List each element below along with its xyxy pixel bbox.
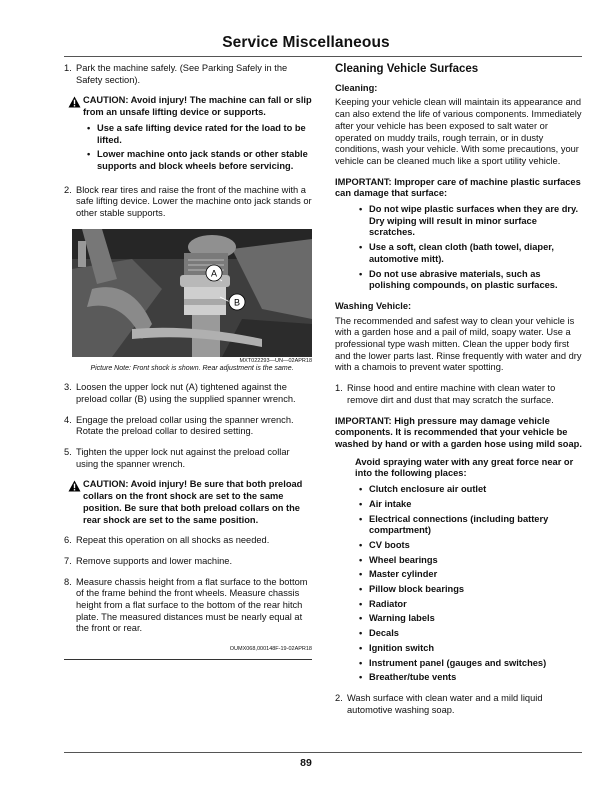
warning-triangle-icon — [68, 95, 83, 175]
step-text: Block rear tires and raise the front of the machine with a safe lifting device. Lower the machine onto jack stands or other stable supports. — [76, 184, 312, 219]
step-8 — [64, 577, 312, 636]
step-text: Repeat this operation on all shocks as needed. — [76, 535, 270, 546]
caution-text: CAUTION: Avoid injury! The machine can fall or slip from an unsafe lifting device or supports. — [83, 95, 312, 118]
left-column — [64, 63, 312, 660]
avoid-spray-item: • Master cylinder — [355, 569, 583, 581]
avoid-spray-item: • Warning labels — [355, 613, 583, 625]
caution-bullet: • Lower machine onto jack stands or other stable supports and block wheels before servicing. — [83, 149, 312, 172]
caution-lifting — [68, 95, 312, 175]
page-number: 89 — [300, 757, 312, 769]
avoid-spray-item: • Ignition switch — [355, 643, 583, 655]
wash-step-2 — [335, 693, 583, 716]
step-text: Wash surface with clean water and a mild liquid automotive washing soap. — [347, 692, 543, 715]
step-2 — [64, 185, 312, 220]
avoid-spray-item: • Clutch enclosure air outlet — [355, 484, 583, 496]
reference-code: OUMX068,000148F-19-02APR18 — [64, 644, 312, 660]
step-number: 1. — [335, 383, 343, 394]
cleaning-paragraph: Keeping your vehicle clean will maintain its appearance and can also extend the life of various components. Immediately after your vehicle has been exposed to salt water or operated on muddy trails, rough terrain, or in dusty conditions, wash your vehicle. With some precautions, your vehicle can be cleaned much like a sport utility vehicle. — [335, 97, 582, 166]
step-text: Tighten the upper lock nut against the preload collar using the spanner wrench. — [76, 447, 290, 469]
important-plastic — [335, 177, 583, 292]
important-sub: Avoid spraying water with any great force near or into the following places: — [355, 456, 574, 479]
step-1 — [64, 63, 312, 86]
step-text: Rinse hood and entire machine with clean water to remove dirt and dust that may scratch the surface. — [347, 383, 556, 405]
warning-triangle-icon — [68, 479, 83, 526]
step-5 — [64, 447, 312, 470]
step-text: Remove supports and lower machine. — [76, 555, 233, 566]
step-number: 3. — [64, 382, 72, 393]
wash-step-1 — [335, 383, 583, 406]
step-4 — [64, 415, 312, 438]
avoid-spray-item: • Breather/tube vents — [355, 672, 583, 684]
step-number: 7. — [64, 555, 72, 566]
cleaning-heading: Cleaning: — [335, 82, 378, 93]
step-text: Park the machine safely. (See Parking Safely in the Safety section). — [76, 63, 288, 85]
callout-a-label: A — [210, 268, 218, 279]
page-title: Service Miscellaneous — [222, 34, 390, 51]
right-column — [335, 63, 583, 725]
washing-paragraph: The recommended and safest way to clean your vehicle is with a garden hose and a pail of mild, soapy water. Use a professional type wash mitten. Clean the upper body first and the lower parts last. Rinse frequently with water and dry with a chamois to prevent water spotting. — [335, 315, 582, 373]
step-text: Measure chassis height from a flat surface to the bottom of the frame behind the front wheels. Measure chassis height from a flat surface to the bottom of the rear hitch plate. The measured distances must be nearly equal at the front or rear. — [76, 576, 308, 634]
avoid-spray-item: • Instrument panel (gauges and switches) — [355, 658, 583, 670]
avoid-spray-item: • Wheel bearings — [355, 555, 583, 567]
header-rule — [64, 56, 582, 57]
step-number: 8. — [64, 576, 72, 587]
step-text: Loosen the upper lock nut (A) tightened against the preload collar (B) using the supplied spanner wrench. — [76, 382, 296, 404]
avoid-spray-item: • CV boots — [355, 540, 583, 552]
caution-bullet-list — [83, 123, 312, 173]
avoid-spray-item: • Radiator — [355, 599, 583, 611]
avoid-spray-item: • Electrical connections (including battery compartment) — [355, 514, 583, 537]
important-bullet: • Use a soft, clean cloth (bath towel, diaper, automotive mitt). — [355, 242, 583, 265]
important-pressure — [335, 416, 583, 684]
step-number: 4. — [64, 414, 72, 425]
step-number: 1. — [64, 63, 72, 73]
shock-figure — [72, 229, 312, 374]
callout-b-label: B — [233, 297, 241, 308]
step-number: 5. — [64, 447, 72, 458]
front-shock-photo — [72, 229, 312, 357]
avoid-spray-item: • Air intake — [355, 499, 583, 511]
step-6 — [64, 535, 312, 547]
important-lead: IMPORTANT: High pressure may damage vehicle components. It is recommended that your vehicle be washed by hand or with a garden hose using mild soap. — [335, 415, 582, 449]
step-number: 6. — [64, 535, 72, 546]
figure-code: MXT022293—UN—02APR18 — [239, 357, 312, 364]
section-title: Cleaning Vehicle Surfaces — [335, 63, 479, 75]
avoid-spray-item: • Decals — [355, 628, 583, 640]
step-3 — [64, 382, 312, 405]
footer-rule — [64, 752, 582, 753]
step-text: Engage the preload collar using the spanner wrench. Rotate the preload collar to desired setting. — [76, 414, 294, 437]
important-bullet-list — [355, 204, 583, 292]
step-number: 2. — [335, 692, 343, 703]
figure-caption: Picture Note: Front shock is shown. Rear adjustment is the same. — [90, 364, 294, 372]
avoid-spray-list — [355, 484, 583, 684]
step-7 — [64, 556, 312, 568]
step-number: 2. — [64, 184, 72, 195]
avoid-spray-item: • Pillow block bearings — [355, 584, 583, 596]
caution-preload — [68, 479, 312, 526]
important-bullet: • Do not use abrasive materials, such as polishing compounds, on plastic surfaces. — [355, 269, 583, 292]
washing-heading: Washing Vehicle: — [335, 300, 412, 311]
important-bullet: • Do not wipe plastic surfaces when they are dry. Dry wiping will result in minor surface scratches. — [355, 204, 583, 239]
caution-bullet: • Use a safe lifting device rated for the load to be lifted. — [83, 123, 312, 146]
important-lead: IMPORTANT: Improper care of machine plastic surfaces can damage that surface: — [335, 176, 581, 199]
caution-text: CAUTION: Avoid injury! Be sure that both preload collars on the front shock are set to the same position. Be sure that both preload collars on the rear shock are set to the same position. — [83, 479, 303, 525]
